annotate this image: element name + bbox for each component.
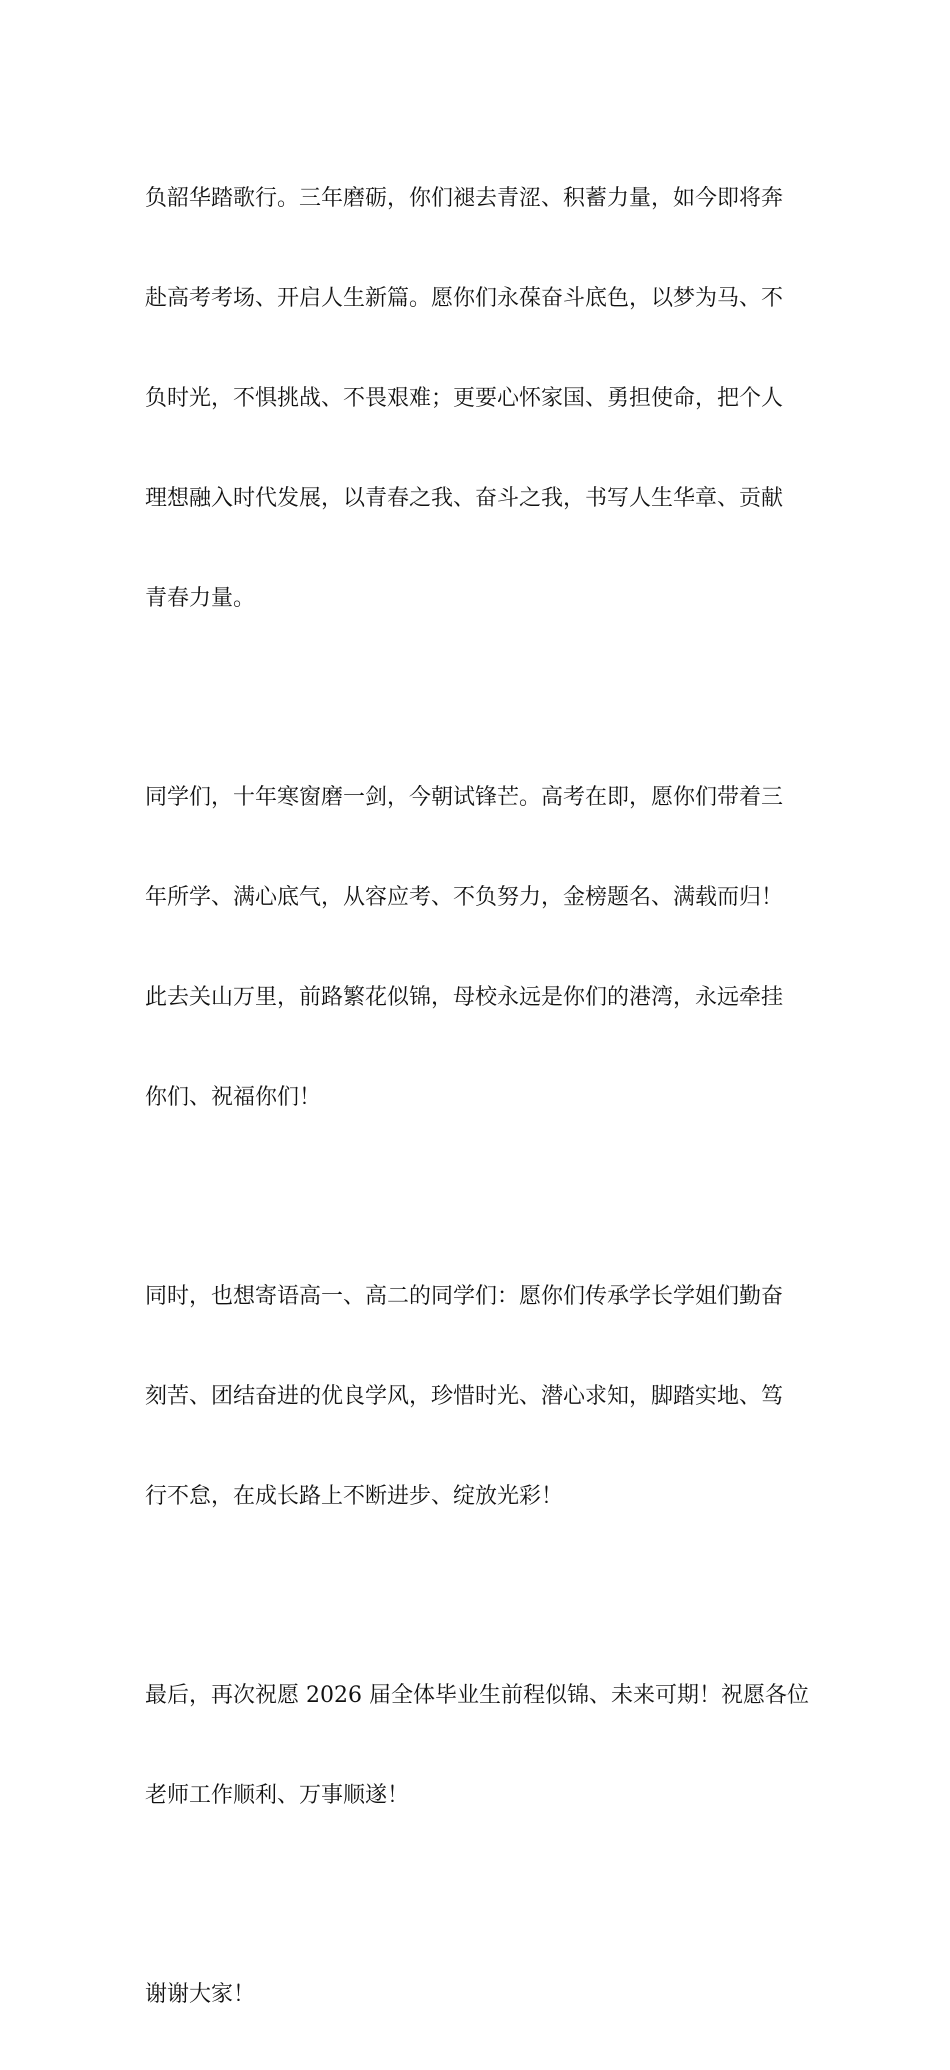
paragraph-line: 刻苦、团结奋进的优良学风，珍惜时光、潜心求知，脚踏实地、笃 bbox=[145, 1384, 784, 1409]
document-page bbox=[145, 124, 810, 2070]
paragraph-line: 同时，也想寄语高一、高二的同学们：愿你们传承学长学姐们勤奋 bbox=[145, 1284, 784, 1309]
paragraph-line: 年所学、满心底气，从容应考、不负努力，金榜题名、满载而归！ bbox=[145, 885, 784, 910]
paragraph-line: 你们、祝福你们！ bbox=[145, 1085, 322, 1110]
paragraph-2 bbox=[145, 723, 810, 1173]
paragraph-line: 行不怠，在成长路上不断进步、绽放光彩！ bbox=[145, 1484, 564, 1509]
paragraph-line: 此去关山万里，前路繁花似锦，母校永远是你们的港湾，永远牵挂 bbox=[145, 985, 784, 1010]
paragraph-line: 谢谢大家！ bbox=[145, 1982, 256, 2007]
paragraph-line: 最后，再次祝愿 2026 届全体毕业生前程似锦、未来可期！祝愿各位 bbox=[145, 1683, 809, 1708]
paragraph-line: 老师工作顺利、万事顺遂！ bbox=[145, 1783, 410, 1808]
paragraph-5 bbox=[145, 1920, 810, 2070]
paragraph-line: 赴高考考场、开启人生新篇。愿你们永葆奋斗底色，以梦为马、不 bbox=[145, 286, 784, 311]
paragraph-1 bbox=[145, 124, 810, 674]
paragraph-line: 理想融入时代发展，以青春之我、奋斗之我，书写人生华章、贡献 bbox=[145, 486, 784, 511]
paragraph-line: 负时光，不惧挑战、不畏艰难；更要心怀家国、勇担使命，把个人 bbox=[145, 386, 784, 411]
paragraph-4 bbox=[145, 1621, 810, 1871]
paragraph-line: 负韶华踏歌行。三年磨砺，你们褪去青涩、积蓄力量，如今即将奔 bbox=[145, 186, 784, 211]
paragraph-line: 同学们，十年寒窗磨一剑，今朝试锋芒。高考在即，愿你们带着三 bbox=[145, 785, 784, 810]
paragraph-3 bbox=[145, 1222, 810, 1572]
paragraph-line: 青春力量。 bbox=[145, 586, 256, 611]
